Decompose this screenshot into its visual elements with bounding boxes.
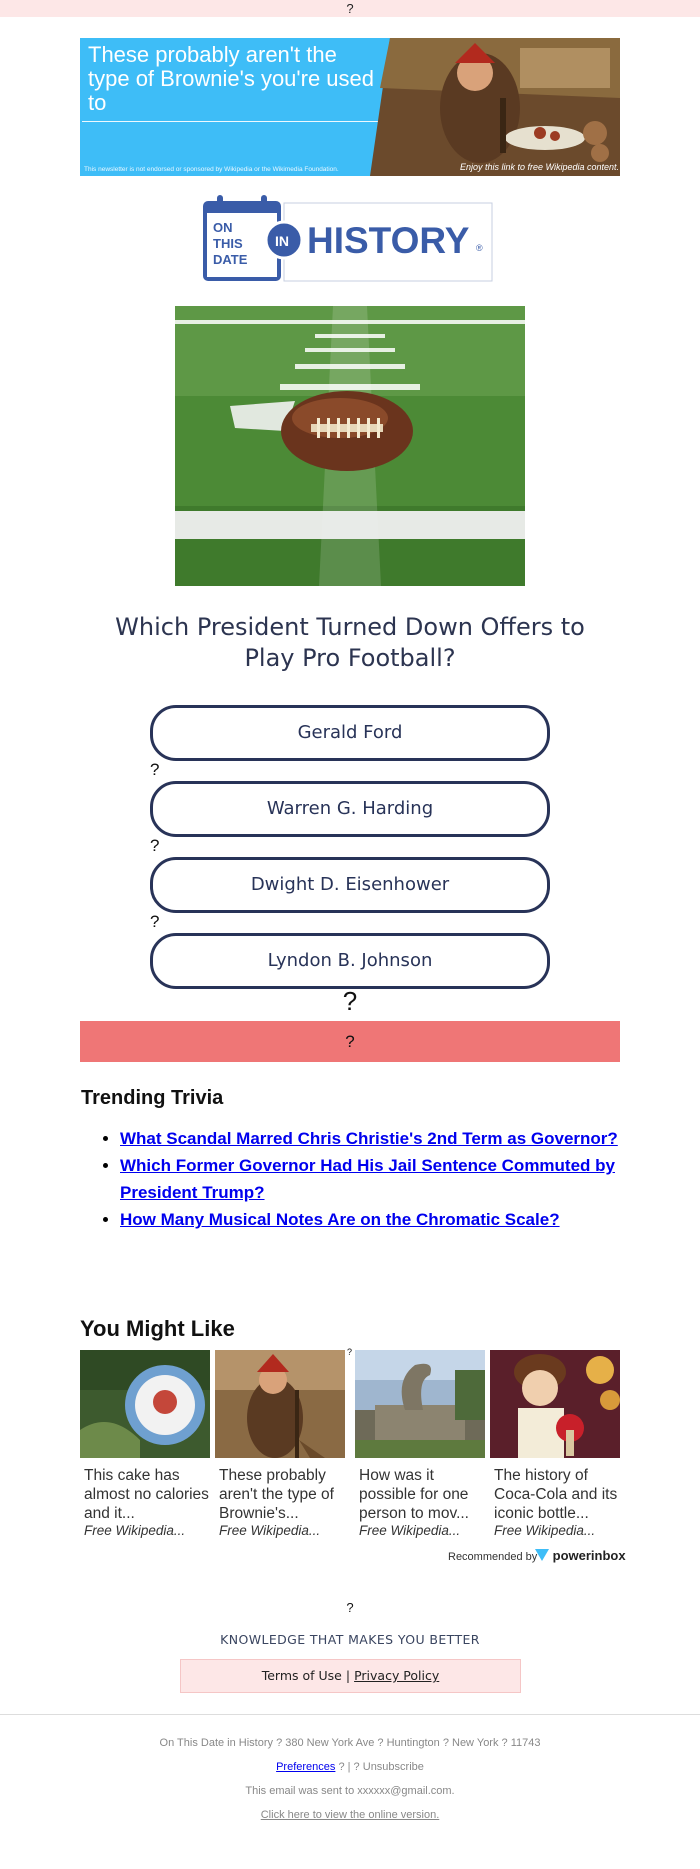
card-text[interactable]: How was it possible for one person to mov... xyxy=(359,1467,469,1522)
recommendation-card[interactable] xyxy=(355,1350,485,1538)
card-text[interactable]: The history of Coca-Cola and its iconic bottle... xyxy=(494,1467,618,1522)
answer-warren-harding[interactable]: Warren G. Harding xyxy=(150,781,550,837)
you-might-like-title: You Might Like xyxy=(80,1316,235,1341)
football-photo[interactable] xyxy=(175,306,525,586)
cake-image[interactable] xyxy=(80,1350,210,1458)
top-bar-mark: ? xyxy=(346,1,354,16)
top-bar xyxy=(0,0,700,17)
legal-divider: | xyxy=(345,1668,351,1683)
card-source: Free Wikipedia... xyxy=(84,1523,186,1538)
answer-separator: ? xyxy=(150,836,160,855)
privacy-policy-link[interactable]: Privacy Policy xyxy=(354,1668,440,1683)
logo-in: IN xyxy=(275,233,289,249)
red-banner[interactable] xyxy=(80,1021,620,1062)
recommended-by-label: Recommended by xyxy=(448,1551,538,1563)
powerinbox-icon xyxy=(535,1549,549,1561)
hero-banner[interactable] xyxy=(80,38,620,176)
list-item xyxy=(120,1125,665,1152)
answer-gerald-ford[interactable]: Gerald Ford xyxy=(150,705,550,761)
card-source: Free Wikipedia... xyxy=(359,1523,461,1538)
legal-links xyxy=(180,1659,521,1693)
answer-dwight-eisenhower[interactable]: Dwight D. Eisenhower xyxy=(150,857,550,913)
logo-brand: HISTORY xyxy=(307,220,470,261)
card-source: Free Wikipedia... xyxy=(494,1523,596,1538)
brownie-image[interactable] xyxy=(215,1350,345,1458)
recommendation-card[interactable] xyxy=(80,1350,210,1538)
trending-list xyxy=(81,1125,665,1233)
hero-disclaimer: This newsletter is not endorsed or sponsored by Wikipedia or the Wikimedia Foundation. xyxy=(84,166,339,173)
logo-line1: ON xyxy=(213,220,233,235)
quiz-question: Which President Turned Down Offers to Play Pro Football? xyxy=(115,613,585,672)
footer-online-row xyxy=(0,1809,700,1821)
logo-line2: THIS xyxy=(213,236,243,251)
view-online-link[interactable]: Click here to view the online version. xyxy=(260,1809,440,1821)
footer-preferences-row xyxy=(0,1761,700,1773)
preferences-link[interactable]: Preferences xyxy=(276,1761,336,1773)
coca-cola-image[interactable] xyxy=(490,1350,620,1458)
preferences-separator: ? | ? xyxy=(338,1761,360,1773)
footer-mark: ? xyxy=(346,1600,354,1615)
list-item xyxy=(120,1206,665,1233)
hero-caption: Enjoy this link to free Wikipedia content. xyxy=(460,162,619,172)
trending-title: Trending Trivia xyxy=(81,1087,224,1109)
footer-divider xyxy=(0,1714,700,1715)
trending-link[interactable]: How Many Musical Notes Are on the Chromatic Scale? xyxy=(120,1210,560,1229)
list-item xyxy=(120,1152,665,1206)
trending-link[interactable]: What Scandal Marred Chris Christie's 2nd Term as Governor? xyxy=(120,1129,618,1148)
footer-sent-to: This email was sent to xxxxxx@gmail.com. xyxy=(245,1785,455,1797)
quiz-mark: ? xyxy=(342,986,358,1016)
brownie-illustration[interactable] xyxy=(370,38,620,176)
card-mark: ? xyxy=(347,1347,353,1357)
red-banner-mark: ? xyxy=(345,1032,355,1051)
unsubscribe-link[interactable]: Unsubscribe xyxy=(362,1761,424,1773)
on-this-date-in-history-logo[interactable] xyxy=(203,195,494,283)
terms-of-use-link[interactable]: Terms of Use xyxy=(261,1668,342,1683)
tagline: KNOWLEDGE THAT MAKES YOU BETTER xyxy=(220,1632,480,1647)
trending-link[interactable]: Which Former Governor Had His Jail Sentence Commuted by President Trump? xyxy=(120,1156,615,1202)
hero-title[interactable]: These probably aren't the type of Brownie's you're used to xyxy=(88,42,374,115)
stone-ruins-image[interactable] xyxy=(355,1350,485,1458)
recommendation-card[interactable] xyxy=(215,1350,345,1538)
powerinbox-name: powerinbox xyxy=(552,1548,626,1563)
logo-registered: ® xyxy=(476,243,483,253)
logo-line3: DATE xyxy=(213,252,248,267)
answer-lyndon-johnson[interactable]: Lyndon B. Johnson xyxy=(150,933,550,989)
answer-separator: ? xyxy=(150,760,160,779)
answer-separator: ? xyxy=(150,912,160,931)
card-source: Free Wikipedia... xyxy=(219,1523,321,1538)
powerinbox-logo[interactable] xyxy=(535,1548,626,1563)
card-text[interactable]: This cake has almost no calories and it... xyxy=(84,1467,209,1522)
footer-address: On This Date in History ? 380 New York Ave ? Huntington ? New York ? 11743 xyxy=(159,1737,541,1749)
recommendation-card[interactable] xyxy=(490,1350,620,1538)
card-text[interactable]: These probably aren't the type of Brownie's... xyxy=(219,1467,334,1522)
